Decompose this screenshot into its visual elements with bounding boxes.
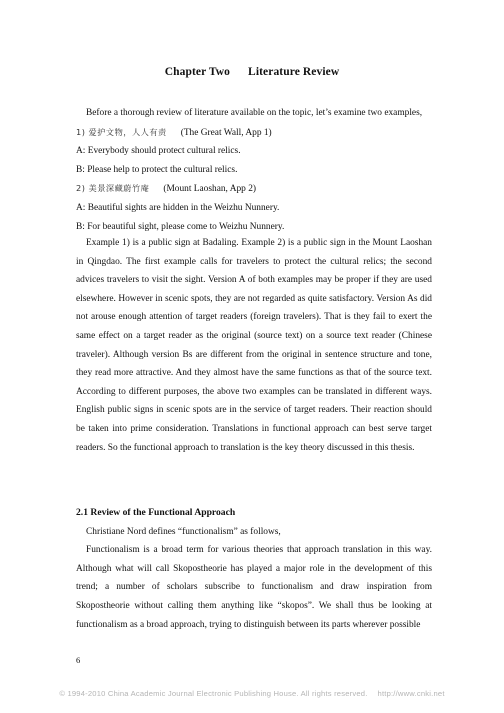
analysis-block xyxy=(76,234,432,457)
page-number: 6 xyxy=(76,655,81,665)
example-1-heading xyxy=(76,123,432,143)
section-lead: Christiane Nord defines “functionalism” as follows, xyxy=(86,526,281,537)
example-2-version-b: B: For beautiful sight, please come to Weizhu Nunnery. xyxy=(76,221,285,232)
example-2-source: (Mount Laoshan, App 2) xyxy=(163,184,257,195)
example-1-chinese: 1) 爱护文物，人人有责 xyxy=(76,126,167,137)
example-2-heading xyxy=(76,179,432,199)
example-1-source: (The Great Wall, App 1) xyxy=(180,127,272,138)
example-2-version-a: A: Beautiful sights are hidden in the Weizhu Nunnery. xyxy=(76,202,280,213)
footer-url: http://www.cnki.net xyxy=(377,689,445,698)
quote-paragraph: Functionalism is a broad term for various theories that approach translation in this way. Although what will call Skopostheorie has played a major role in the development of this trend; a number of scholars subscribe to functionalism and draw inspiration from Skopostheorie without calling them anything like “skopos”. We shall thus be looking at functionalism as a broad approach, trying to distinguish between its parts wherever possible xyxy=(76,545,432,630)
example-1-version-b: B: Please help to protect the cultural relics. xyxy=(76,164,238,175)
chapter-number: Chapter Two xyxy=(164,66,231,78)
intro-paragraph: Before a thorough review of literature available on the topic, let’s examine two examples, xyxy=(86,108,423,118)
chapter-name: Literature Review xyxy=(248,66,340,78)
example-1-version-a: A: Everybody should protect cultural relics. xyxy=(76,146,241,157)
examples-block xyxy=(76,104,432,236)
copyright-text: © 1994-2010 China Academic Journal Electronic Publishing House. All rights reserved. xyxy=(59,689,368,698)
copyright-footer xyxy=(0,689,504,698)
section-heading: 2.1 Review of the Functional Approach xyxy=(76,507,236,518)
analysis-paragraph: Example 1) is a public sign at Badaling. Example 2) is a public sign in the Mount Laoshan in Qingdao. The first example calls for travelers to protect the cultural relics; the second advices travelers to visit the sight. Version A of both examples may be proper if they are used elsewhere. However in scenic spots, they are not regarded as quite satisfactory. Version As did not arouse enough attention of target readers (foreign travelers). That is they fail to exert the same effect on a target reader as the original (source text) on a source text reader (Chinese traveler). Although version Bs are different from the original in sentence structure and tone, they read more attractive. And they almost have the same functions as that of the source text. According to different purposes, the above two examples can be translated in different ways. English public signs in scenic spots are in the service of target readers. Their reaction should be taken into prime consideration. Translations in functional approach can best serve target readers. So the functional approach to translation is the key theory discussed in this thesis. xyxy=(76,238,432,453)
example-2-chinese: 2) 美景深藏蔚竹庵 xyxy=(76,183,150,194)
chapter-title xyxy=(0,66,504,78)
section-block xyxy=(76,504,432,634)
